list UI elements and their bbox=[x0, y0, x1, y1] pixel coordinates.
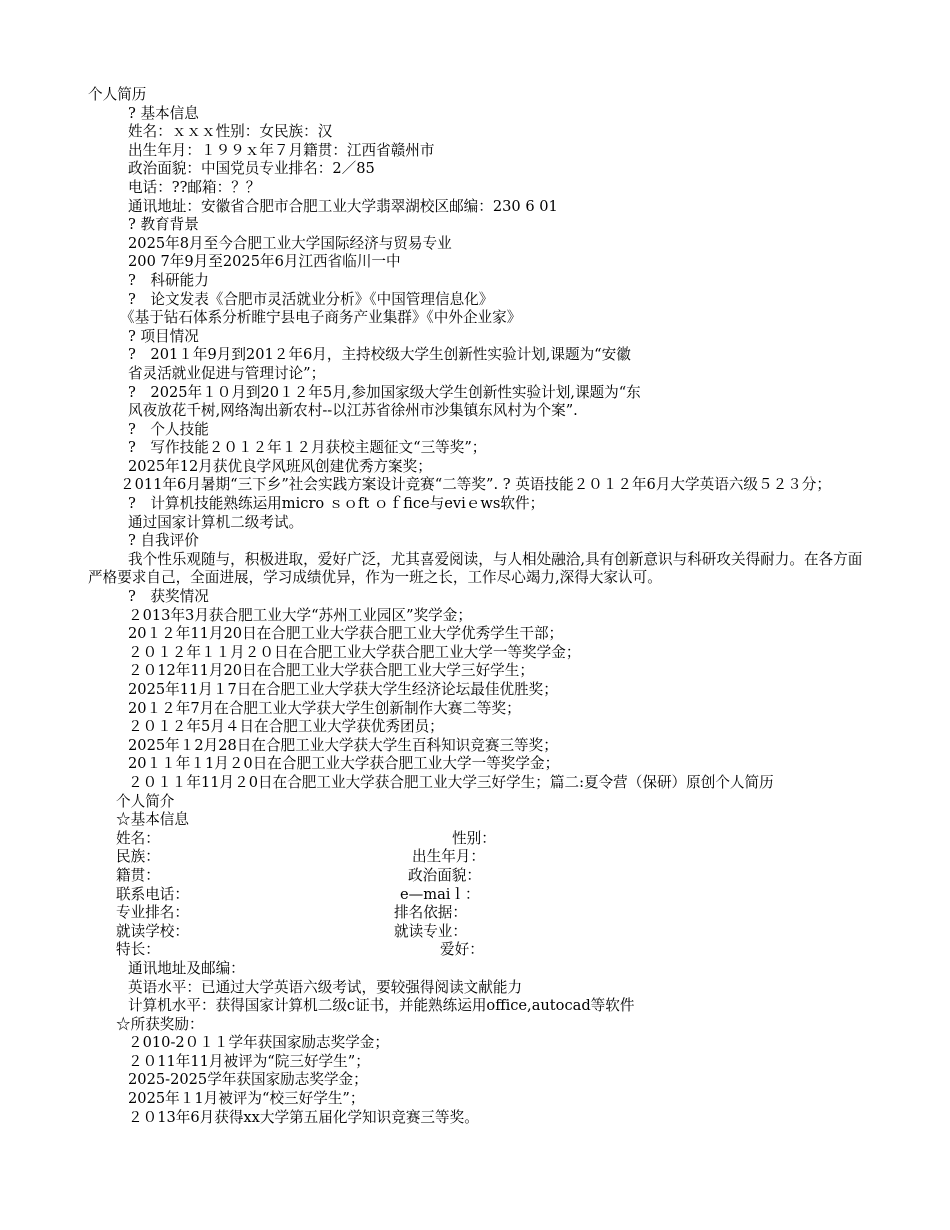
phone-email: 电话：??邮箱：？？ bbox=[128, 178, 261, 196]
skill-item: ? 写作技能２０１２年１２月获校主题征文“三等奖”； bbox=[128, 439, 487, 457]
skill-item: ? 计算机技能熟练运用micro ｓｏft ｏｆfice与eviｅws软件； bbox=[128, 495, 545, 513]
form-label-left: 就读学校： bbox=[116, 922, 189, 940]
section-heading-basic-info: ? 基本信息 bbox=[128, 104, 199, 122]
project-item: ? 201１年9月到201２年6月，主持校级大学生创新性实验计划,课题为“安徽 bbox=[128, 346, 631, 364]
section-heading-self-evaluation: ? 自我评价 bbox=[128, 532, 199, 550]
form-row bbox=[88, 867, 868, 886]
research-item: ? 论文发表《合肥市灵活就业分析》《中国管理信息化》 bbox=[128, 290, 494, 308]
resume-document bbox=[88, 86, 868, 1127]
political-status-rank: 政治面貌：中国党员专业排名：2／85 bbox=[128, 160, 375, 178]
profile-heading: 个人简介 bbox=[116, 792, 175, 810]
award-item-2: 2025-2025学年获国家励志奖学金； bbox=[128, 1071, 368, 1089]
skill-item: 2025年12月获优良学风班风创建优秀方案奖； bbox=[128, 457, 432, 475]
form-row bbox=[88, 941, 868, 960]
skill-item-wrapped: ２011年6月暑期“三下乡”社会实践方案设计竞赛“二等奖”. ? 英语技能２０１２年6月大学英语六级５２３分； bbox=[120, 476, 831, 494]
form-label-right: 爱好： bbox=[440, 941, 484, 959]
self-evaluation-paragraph: 我个性乐观随与，积极进取，爱好广泛，尤其喜爱阅读，与人相处融洽,具有创新意识与科研攻关得耐力。在各方面严格要求自己，全面进展，学习成绩优异，作为一班之长，工作尽心竭力,深得大家认可。 bbox=[88, 550, 863, 587]
award-item: 2025年11月１7日在合肥工业大学获大学生经济论坛最佳优胜奖； bbox=[128, 681, 558, 698]
project-item-cont: 省灵活就业促进与管理讨论”； bbox=[128, 364, 326, 382]
form-label-left: 联系电话： bbox=[116, 885, 189, 903]
doc-title: 个人简历 bbox=[88, 86, 147, 103]
skill-item: 通过国家计算机二级考试。 bbox=[128, 513, 304, 531]
education-item: 200 7年9月至2025年6月江西省临川一中 bbox=[128, 253, 401, 271]
form-label-left: 籍贯： bbox=[116, 866, 160, 884]
form-label-left: 姓名： bbox=[116, 829, 160, 847]
section-heading-awards: ? 获奖情况 bbox=[128, 588, 209, 606]
form-label-right: 排名依据： bbox=[394, 904, 467, 922]
address-postcode: 通讯地址：安徽省合肥市合肥工业大学翡翠湖校区邮编：230 6 01 bbox=[128, 197, 558, 215]
form-row bbox=[88, 904, 868, 923]
form-label-right: e—maiｌ： bbox=[400, 885, 480, 903]
research-item-cont: 《基于钻石体系分析睢宁县电子商务产业集群》《中外企业家》 bbox=[120, 309, 522, 327]
award-item: ２０１１年11月２0日在合肥工业大学获合肥工业大学三好学生；篇二:夏令营（保研）原创个人简历 bbox=[128, 773, 774, 791]
award-item: 20１１年１1月２0日在合肥工业大学获合肥工业大学一等奖学金； bbox=[128, 755, 560, 773]
form-label-left: 专业排名： bbox=[116, 904, 189, 922]
form-label-right: 出生年月： bbox=[412, 848, 485, 866]
address-postcode-field: 通讯地址及邮编： bbox=[128, 959, 245, 977]
project-item: ? 2025年１０月到20１２年5月,参加国家级大学生创新性实验计划,课题为“东 bbox=[128, 383, 641, 401]
section-heading-skills: ? 个人技能 bbox=[128, 420, 209, 438]
english-level: 英语水平：已通过大学英语六级考试，要较强得阅读文献能力 bbox=[128, 978, 523, 996]
form-row bbox=[88, 923, 868, 942]
award-item: ２013年3月获合肥工业大学“苏州工业园区”奖学金； bbox=[128, 606, 472, 624]
form-row bbox=[88, 848, 868, 867]
name-gender-ethnicity: 姓名：ｘｘｘ性别：女民族：汉 bbox=[128, 123, 333, 141]
computer-level: 计算机水平：获得国家计算机二级c证书，并能熟练运用office,autocad等软件 bbox=[128, 997, 635, 1015]
basic-info-heading-2: ☆基本信息 bbox=[116, 811, 189, 829]
award-item-2: ２０11年11月被评为“院三好学生”； bbox=[128, 1052, 370, 1070]
award-item: 20１２年11月20日在合肥工业大学获合肥工业大学优秀学生干部； bbox=[128, 625, 564, 643]
form-label-right: 就读专业： bbox=[394, 922, 467, 940]
form-label-left: 民族： bbox=[116, 848, 160, 866]
awards-heading-2: ☆所获奖励： bbox=[116, 1015, 204, 1033]
form-label-right: 政治面貌： bbox=[408, 866, 481, 884]
award-item: 2025年１2月28日在合肥工业大学获大学生百科知识竞赛三等奖； bbox=[128, 736, 558, 754]
birth-native-place: 出生年月：１９９ｘ年７月籍贯：江西省赣州市 bbox=[128, 141, 435, 159]
award-item: 20１２年7月在合肥工业大学获大学生创新制作大赛二等奖； bbox=[128, 699, 521, 717]
award-item-2: 2025年１1月被评为“校三好学生”； bbox=[128, 1090, 365, 1108]
form-label-left: 特长： bbox=[116, 941, 160, 959]
section-heading-projects: ? 项目情况 bbox=[128, 327, 199, 345]
award-item: ２０12年11月20日在合肥工业大学获合肥工业大学三好学生； bbox=[128, 662, 534, 680]
section-heading-research: ? 科研能力 bbox=[128, 271, 209, 289]
form-row bbox=[88, 830, 868, 849]
form-row bbox=[88, 886, 868, 905]
award-item: ２０１２年5月４日在合肥工业大学获优秀团员； bbox=[128, 718, 444, 736]
form-label-right: 性别： bbox=[452, 829, 496, 847]
project-item-cont: 风夜放花千树,网络淘出新农村--以江苏省徐州市沙集镇东风村为个案”. bbox=[128, 402, 578, 420]
award-item: ２０１２年１１月２０日在合肥工业大学获合肥工业大学一等奖学金； bbox=[128, 643, 581, 661]
award-item-2: ２010-2０１１学年获国家励志奖学金； bbox=[128, 1034, 389, 1052]
section-heading-education: ? 教育背景 bbox=[128, 216, 199, 234]
award-item-2: ２０13年6月获得xx大学第五届化学知识竞赛三等奖。 bbox=[128, 1108, 479, 1126]
education-item: 2025年8月至今合肥工业大学国际经济与贸易专业 bbox=[128, 234, 452, 252]
